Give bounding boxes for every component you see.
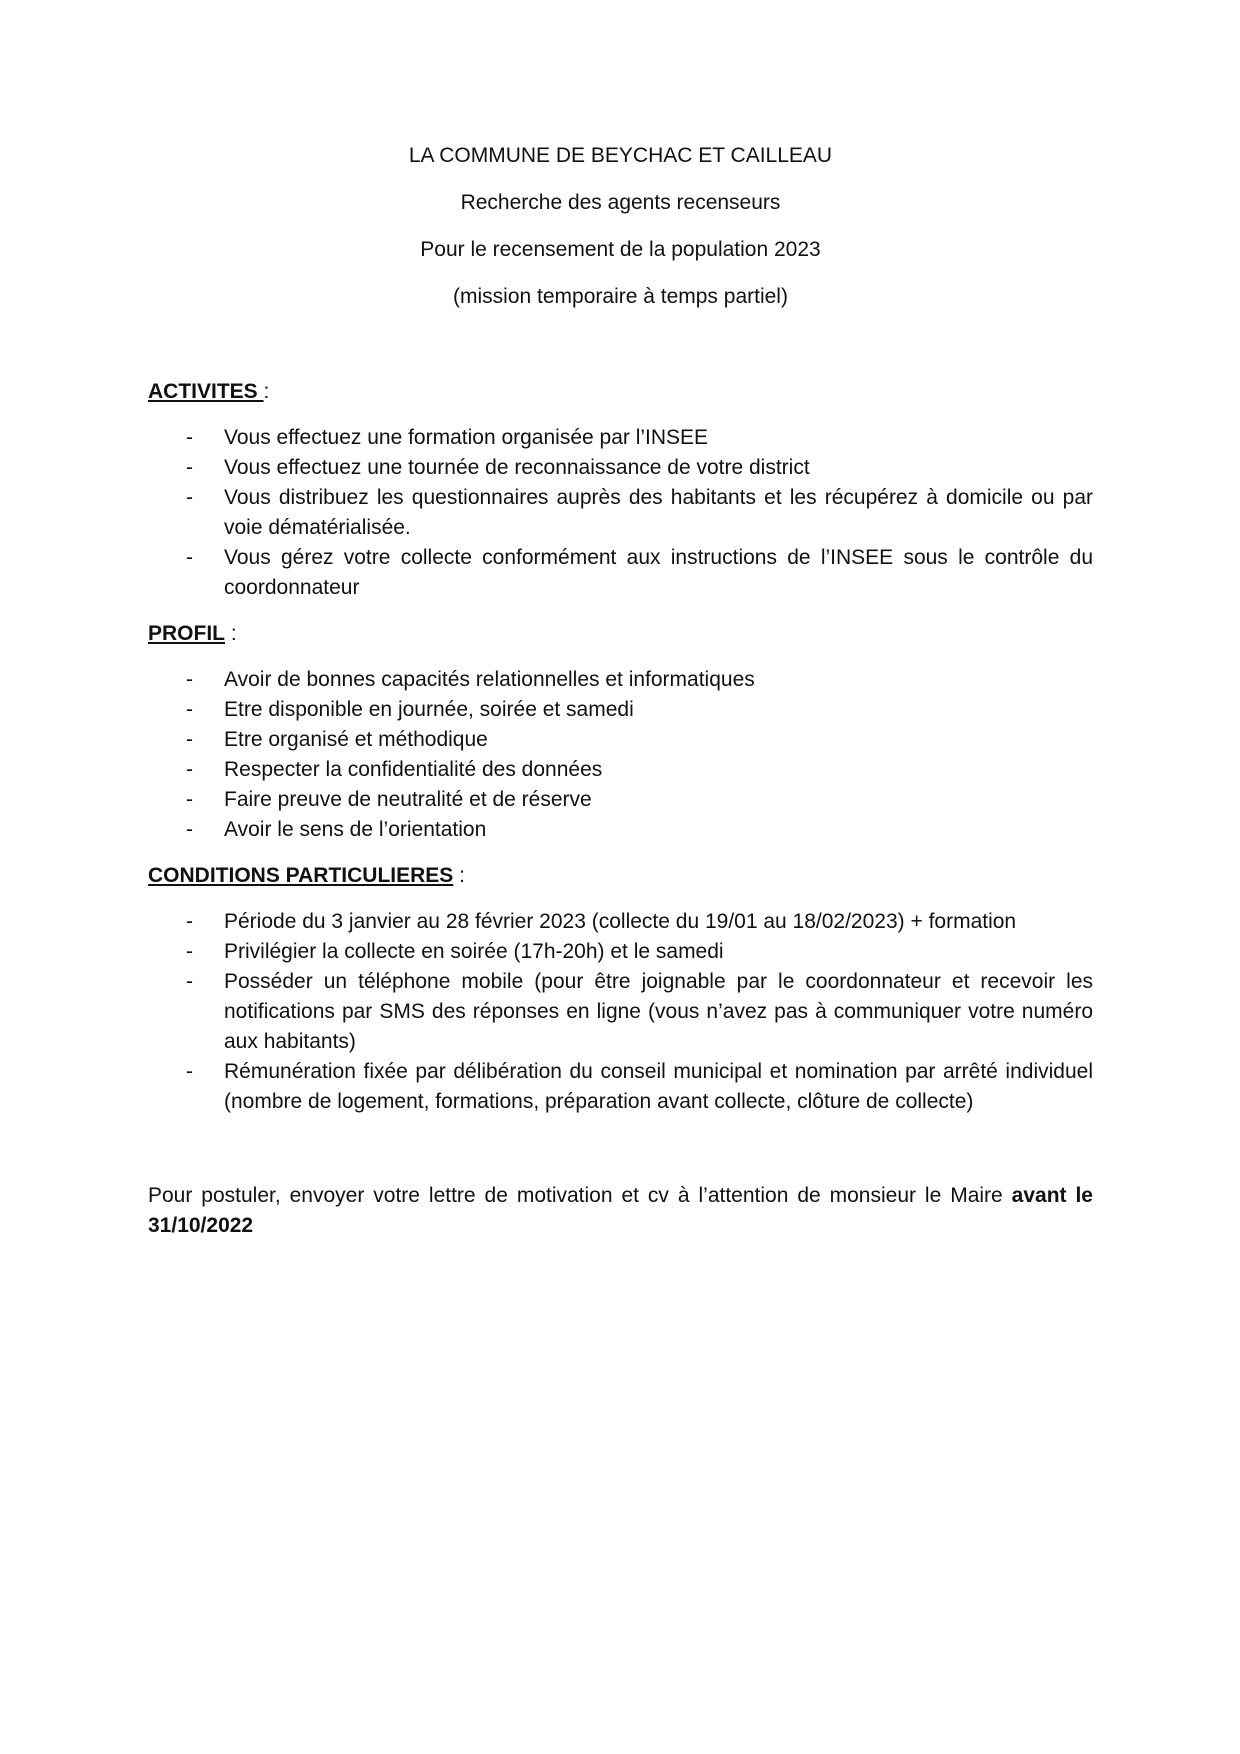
list-item: - Avoir de bonnes capacités relationnelles et informatiques (148, 665, 1093, 695)
section-heading: PROFIL (148, 622, 225, 645)
spacer (148, 1133, 1093, 1181)
section-profil (148, 619, 1093, 845)
profil-list (148, 665, 1093, 845)
section-title-activites (148, 377, 1093, 407)
census-subtitle: Pour le recensement de la population 2023 (420, 238, 821, 261)
section-title-profil (148, 619, 1093, 649)
activites-list (148, 423, 1093, 603)
list-item: - Vous distribuez les questionnaires auprès des habitants et les récupérez à domicile ou par voie dématérialisée. (148, 483, 1093, 543)
list-item: - Faire preuve de neutralité et de réserve (148, 785, 1093, 815)
closing-text: Pour postuler, envoyer votre lettre de motivation et cv à l’attention de monsieur le Maire (148, 1184, 1012, 1207)
list-item: - Privilégier la collecte en soirée (17h-20h) et le samedi (148, 937, 1093, 967)
list-item: - Période du 3 janvier au 28 février 2023 (collecte du 19/01 au 18/02/2023) + formation (148, 907, 1093, 937)
section-activites (148, 377, 1093, 603)
list-item: - Etre disponible en journée, soirée et samedi (148, 695, 1093, 725)
document-header (148, 141, 1093, 329)
list-item: - Rémunération fixée par délibération du conseil municipal et nomination par arrêté individuel (nombre de logement, formations, préparation avant collecte, clôture de collecte) (148, 1057, 1093, 1117)
list-item: - Vous effectuez une formation organisée par l’INSEE (148, 423, 1093, 453)
list-item: - Posséder un téléphone mobile (pour être joignable par le coordonnateur et recevoir les notifications par SMS des réponses en ligne (vous n’avez pas à communiquer votre numéro aux habitants) (148, 967, 1093, 1057)
section-heading-suffix: : (453, 864, 465, 887)
section-heading: ACTIVITES (148, 380, 264, 403)
section-title-conditions (148, 861, 1093, 891)
deadline: avant le 31/10/2022 (148, 1184, 1093, 1237)
commune-title: LA COMMUNE DE BEYCHAC ET CAILLEAU (408, 144, 833, 167)
section-heading-suffix: : (263, 380, 270, 403)
list-item: - Respecter la confidentialité des données (148, 755, 1093, 785)
section-heading: CONDITIONS PARTICULIERES (148, 864, 454, 887)
document-page (148, 141, 1093, 1241)
list-item: - Etre organisé et méthodique (148, 725, 1093, 755)
section-heading-suffix: : (225, 622, 237, 645)
recruitment-subtitle: Recherche des agents recenseurs (460, 191, 781, 214)
section-conditions (148, 861, 1093, 1117)
list-item: - Vous gérez votre collecte conformément aux instructions de l’INSEE sous le contrôle du coordonnateur (148, 543, 1093, 603)
spacer (148, 329, 1093, 377)
mission-type: (mission temporaire à temps partiel) (453, 285, 788, 308)
conditions-list (148, 907, 1093, 1117)
application-instructions (148, 1181, 1093, 1241)
list-item: - Vous effectuez une tournée de reconnaissance de votre district (148, 453, 1093, 483)
list-item: - Avoir le sens de l’orientation (148, 815, 1093, 845)
